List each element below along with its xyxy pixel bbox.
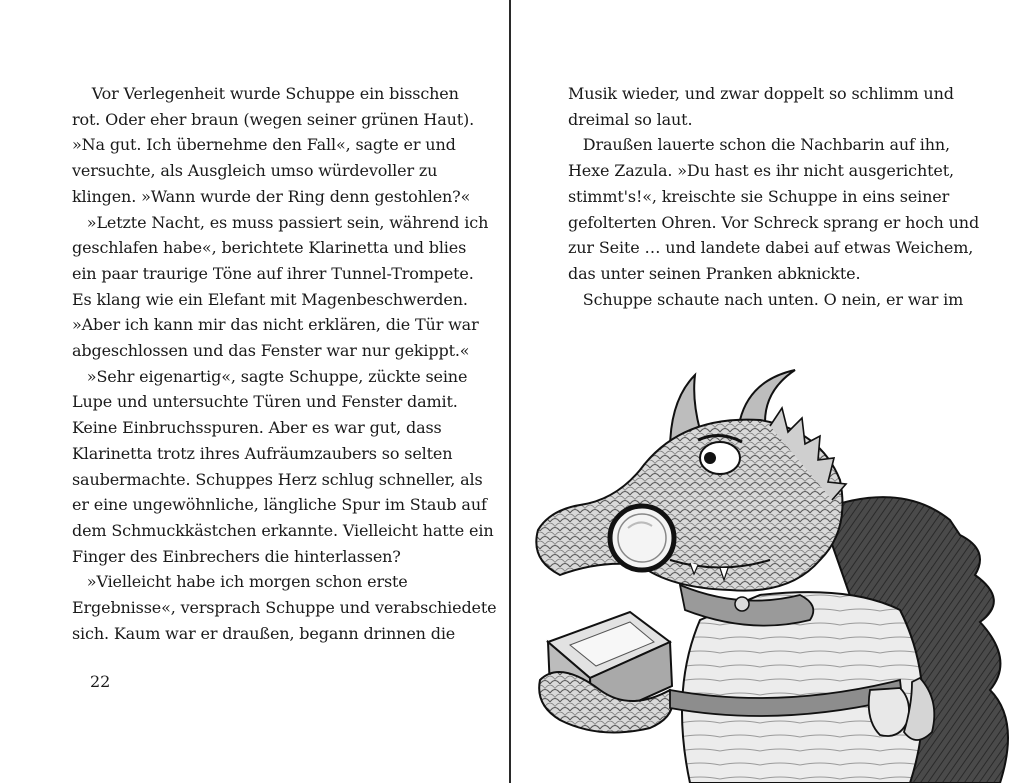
text-line: »Letzte Nacht, es muss passiert sein, während ich [72,212,489,232]
belt-pouch [869,688,909,736]
text-line: geschlafen habe«, berichtete Klarinetta und blies [72,238,467,258]
text-line: Es klang wie ein Elefant mit Magenbeschwerden. [72,289,468,309]
text-line: klingen. »Wann wurde der Ring denn gestohlen?« [72,186,471,206]
text-line: versuchte, als Ausgleich umso würdevoller zu [72,161,438,181]
text-line: stimmt's!«, kreischte sie Schuppe in eins seiner [568,186,950,206]
left-page-text [72,81,497,646]
text-line: dreimal so laut. [568,109,693,129]
text-line: Musik wieder, und zwar doppelt so schlimm und [568,84,954,103]
text-line: zur Seite … und landete dabei auf etwas Weichem, [568,238,974,258]
text-line: Schuppe schaute nach unten. O nein, er war im [568,289,964,309]
text-line: sich. Kaum war er draußen, begann drinnen die [72,623,456,643]
text-line: »Aber ich kann mir das nicht erklären, die Tür war [72,315,479,335]
page-number: 22 [90,672,111,691]
text-line: Finger des Einbrechers die hinterlassen? [72,546,401,566]
text-line: er eine ungewöhnliche, längliche Spur im Staub auf [72,495,487,515]
right-page-text [568,81,980,312]
text-line: »Na gut. Ich übernehme den Fall«, sagte er und [72,135,456,155]
text-line: abgeschlossen und das Fenster war nur gekippt.« [72,341,470,361]
text-line: gefolterten Ohren. Vor Schreck sprang er hoch und [568,212,980,232]
right-horn [740,370,795,422]
text-line: Hexe Zazula. »Du hast es ihr nicht ausgerichtet, [568,161,954,181]
text-line: »Sehr eigenartig«, sagte Schuppe, zückte seine [72,366,468,386]
magnifying-glass-icon [610,506,674,570]
text-line: ein paar traurige Töne auf ihrer Tunnel-Trompete. [72,263,474,283]
text-line: Klarinetta trotz ihres Aufräumzaubers so selten [72,443,453,463]
text-line: »Vielleicht habe ich morgen schon erste [72,572,408,592]
text-line: das unter seinen Pranken abknickte. [568,263,861,283]
text-line: saubermachte. Schuppes Herz schlug schneller, als [72,469,483,489]
text-line: Draußen lauerte schon die Nachbarin auf ihn, [568,135,950,155]
text-line: Ergebnisse«, versprach Schuppe und verabschiedete [72,598,497,618]
text-line: Keine Einbruchsspuren. Aber es war gut, dass [72,418,442,438]
text-line: rot. Oder eher braun (wegen seiner grünen Haut). [72,109,475,129]
dragon-detective-illustration [520,360,1020,783]
text-line: dem Schmuckkästchen erkannte. Vielleicht hatte ein [72,520,494,540]
text-line: Lupe und untersuchte Türen und Fenster damit. [72,392,458,412]
dragon-pupil [704,452,716,464]
text-line: Vor Verlegenheit wurde Schuppe ein bisschen [72,84,459,103]
